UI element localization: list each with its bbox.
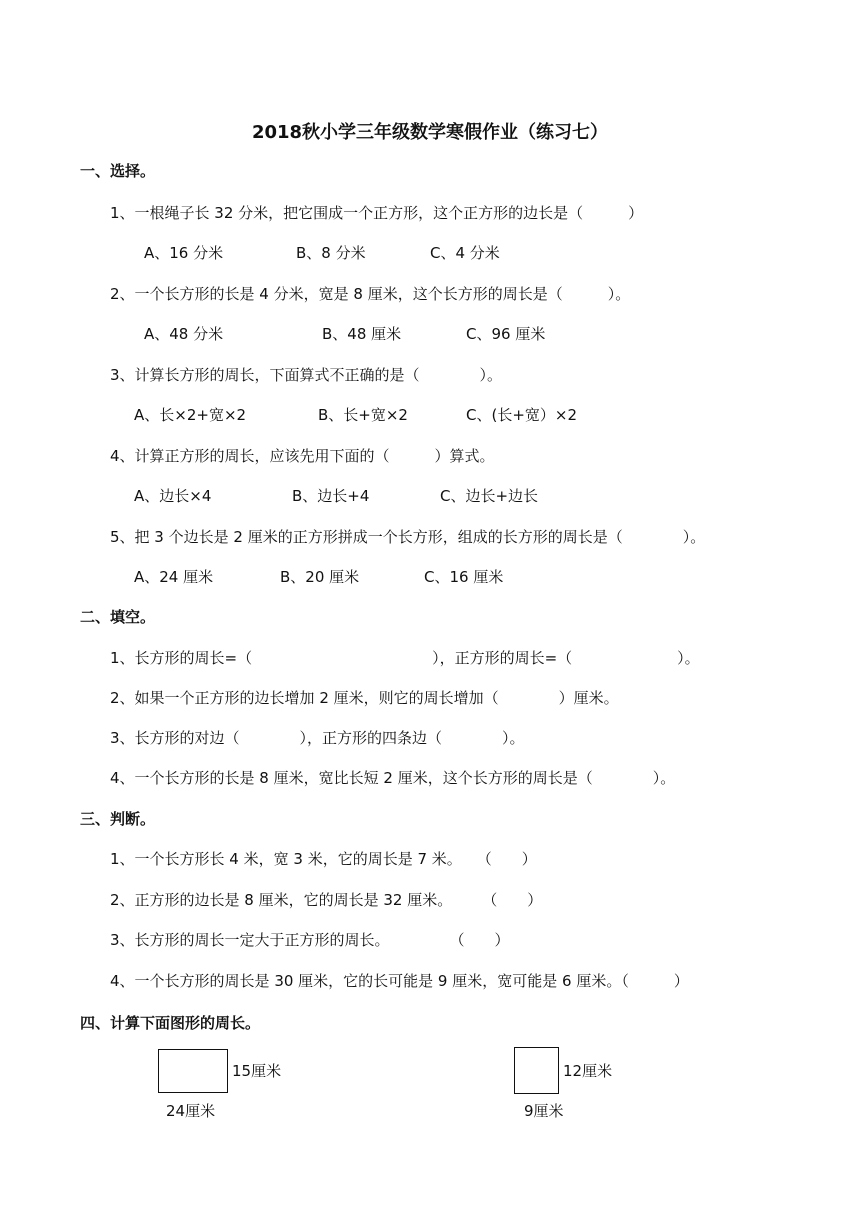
question-text: 4、计算正方形的周长，应该先用下面的（ ）算式。	[110, 447, 495, 465]
rectangle-figure	[158, 1049, 228, 1093]
question-text: 2、正方形的边长是 8 厘米，它的周长是 32 厘米。 （ ）	[110, 891, 543, 909]
section-heading-perimeter: 四、计算下面图形的周长。	[80, 1014, 261, 1032]
question-text: 5、把 3 个边长是 2 厘米的正方形拼成一个长方形，组成的长方形的周长是（ ）。	[110, 528, 706, 546]
option-b: B、48 厘米	[322, 325, 402, 343]
section-heading-choice: 一、选择。	[80, 162, 156, 180]
option-b: B、边长+4	[292, 487, 370, 505]
section-heading-fill: 二、填空。	[80, 608, 156, 626]
question-text: 1、一根绳子长 32 分米，把它围成一个正方形，这个正方形的边长是（ ）	[110, 204, 644, 222]
question-text: 1、一个长方形长 4 米，宽 3 米，它的周长是 7 米。 （ ）	[110, 850, 537, 868]
question-text: 3、计算长方形的周长，下面算式不正确的是（ ）。	[110, 366, 503, 384]
option-c: C、(长+宽）×2	[466, 406, 578, 424]
option-a: A、边长×4	[134, 487, 212, 505]
question-text: 1、长方形的周长=（ ），正方形的周长=（ ）。	[110, 649, 700, 667]
question-text: 3、长方形的周长一定大于正方形的周长。 （ ）	[110, 931, 510, 949]
option-a: A、长×2+宽×2	[134, 406, 247, 424]
question-text: 2、一个长方形的长是 4 分米，宽是 8 厘米，这个长方形的周长是（ ）。	[110, 285, 631, 303]
option-c: C、4 分米	[430, 244, 500, 262]
option-c: C、96 厘米	[466, 325, 546, 343]
option-a: A、48 分米	[144, 325, 224, 343]
question-text: 2、如果一个正方形的边长增加 2 厘米，则它的周长增加（ ）厘米。	[110, 689, 619, 707]
rectangle-side-label: 15厘米	[232, 1062, 282, 1080]
rectangle-side-label: 12厘米	[563, 1062, 613, 1080]
option-b: B、20 厘米	[280, 568, 360, 586]
question-text: 4、一个长方形的周长是 30 厘米，它的长可能是 9 厘米，宽可能是 6 厘米。（ ）	[110, 972, 689, 990]
rectangle-bottom-label: 9厘米	[524, 1102, 564, 1120]
rectangle-bottom-label: 24厘米	[166, 1102, 216, 1120]
option-a: A、16 分米	[144, 244, 224, 262]
question-text: 4、一个长方形的长是 8 厘米，宽比长短 2 厘米，这个长方形的周长是（ ）。	[110, 769, 676, 787]
option-a: A、24 厘米	[134, 568, 214, 586]
question-text: 3、长方形的对边（ ），正方形的四条边（ ）。	[110, 729, 525, 747]
section-heading-judge: 三、判断。	[80, 810, 156, 828]
page-title: 2018秋小学三年级数学寒假作业（练习七）	[251, 122, 609, 143]
rectangle-figure	[514, 1047, 559, 1094]
option-b: B、长+宽×2	[318, 406, 408, 424]
option-c: C、16 厘米	[424, 568, 504, 586]
option-c: C、边长+边长	[440, 487, 539, 505]
option-b: B、8 分米	[296, 244, 366, 262]
